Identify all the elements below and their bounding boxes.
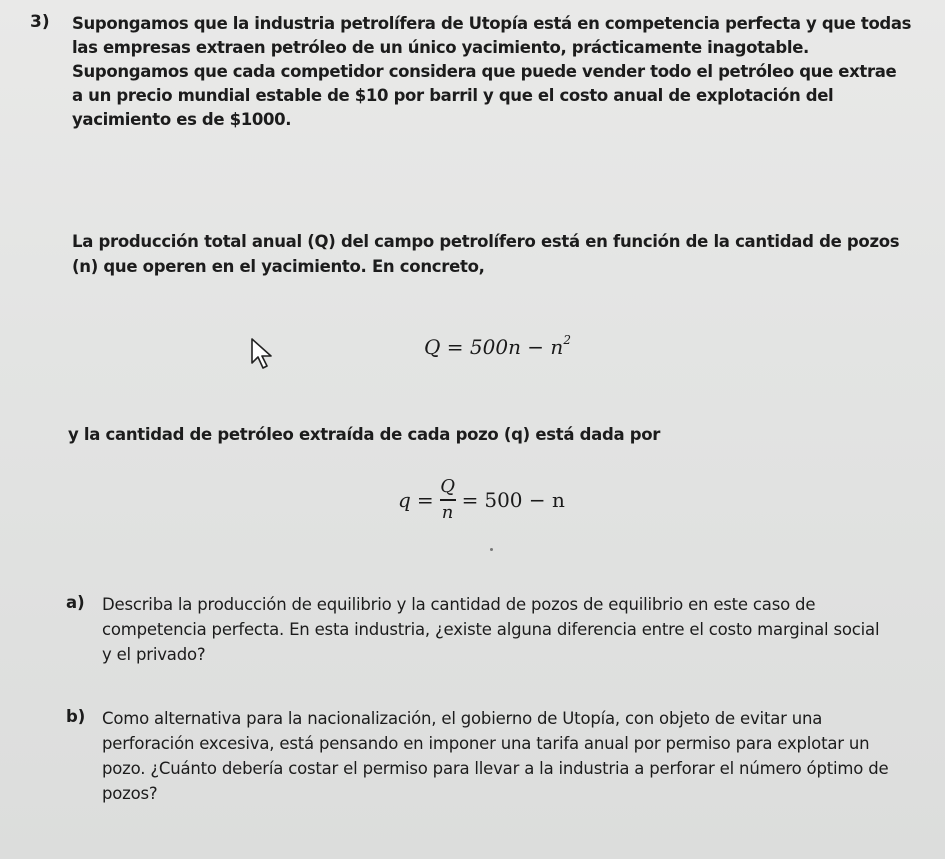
per-well-paragraph: y la cantidad de petróleo extraída de cada pozo (q) está dada por	[68, 425, 661, 444]
item-a-label: a)	[66, 593, 85, 612]
mouse-cursor-icon	[250, 337, 276, 375]
fraction	[440, 477, 456, 523]
fraction-numerator: Q	[440, 476, 455, 497]
per-well-equation	[398, 477, 565, 523]
equation2-equals1: =	[416, 487, 434, 512]
equation2-rhs: 500 − n	[484, 487, 565, 512]
production-paragraph: La producción total anual (Q) del campo petrolífero está en función de la cantidad de pozos (n) que operen en el yacimiento. En concreto,	[72, 232, 900, 276]
equation1-equals: =	[446, 335, 464, 359]
equation2-lhs: q	[398, 487, 411, 512]
equation1-lhs: Q	[424, 335, 441, 359]
equation2-equals2: =	[461, 487, 479, 512]
speck	[490, 548, 493, 551]
item-b-text: Como alternativa para la nacionalización, el gobierno de Utopía, con objeto de evitar una perforación excesiva, está pensando en imponer una tarifa anual por permiso para explotar un pozo. ¿Cuánto debería costar el permiso para llevar a la industria a perforar el número óptimo de pozos?	[102, 709, 889, 803]
question-number: 3)	[30, 12, 50, 32]
fraction-bar	[440, 499, 456, 501]
question-intro: Supongamos que la industria petrolífera de Utopía está en competencia perfecta y que todas las empresas extraen petróleo de un único yacimiento, prácticamente inagotable. Supongamos que cada competidor considera que puede vender todo el petróleo que extrae a un precio mundial estable de $10 por barril y que el costo anual de explotación del yacimiento es de $1000.	[72, 14, 912, 129]
fraction-denominator: n	[441, 501, 454, 523]
equation1-rhs: 500n − n	[469, 335, 564, 359]
item-a-text: Describa la producción de equilibrio y la cantidad de pozos de equilibrio en este caso de competencia perfecta. En esta industria, ¿existe alguna diferencia entre el costo marginal social y el privado?	[102, 595, 880, 664]
item-b-label: b)	[66, 707, 86, 726]
production-equation	[424, 335, 571, 359]
equation1-exponent: 2	[563, 333, 571, 348]
